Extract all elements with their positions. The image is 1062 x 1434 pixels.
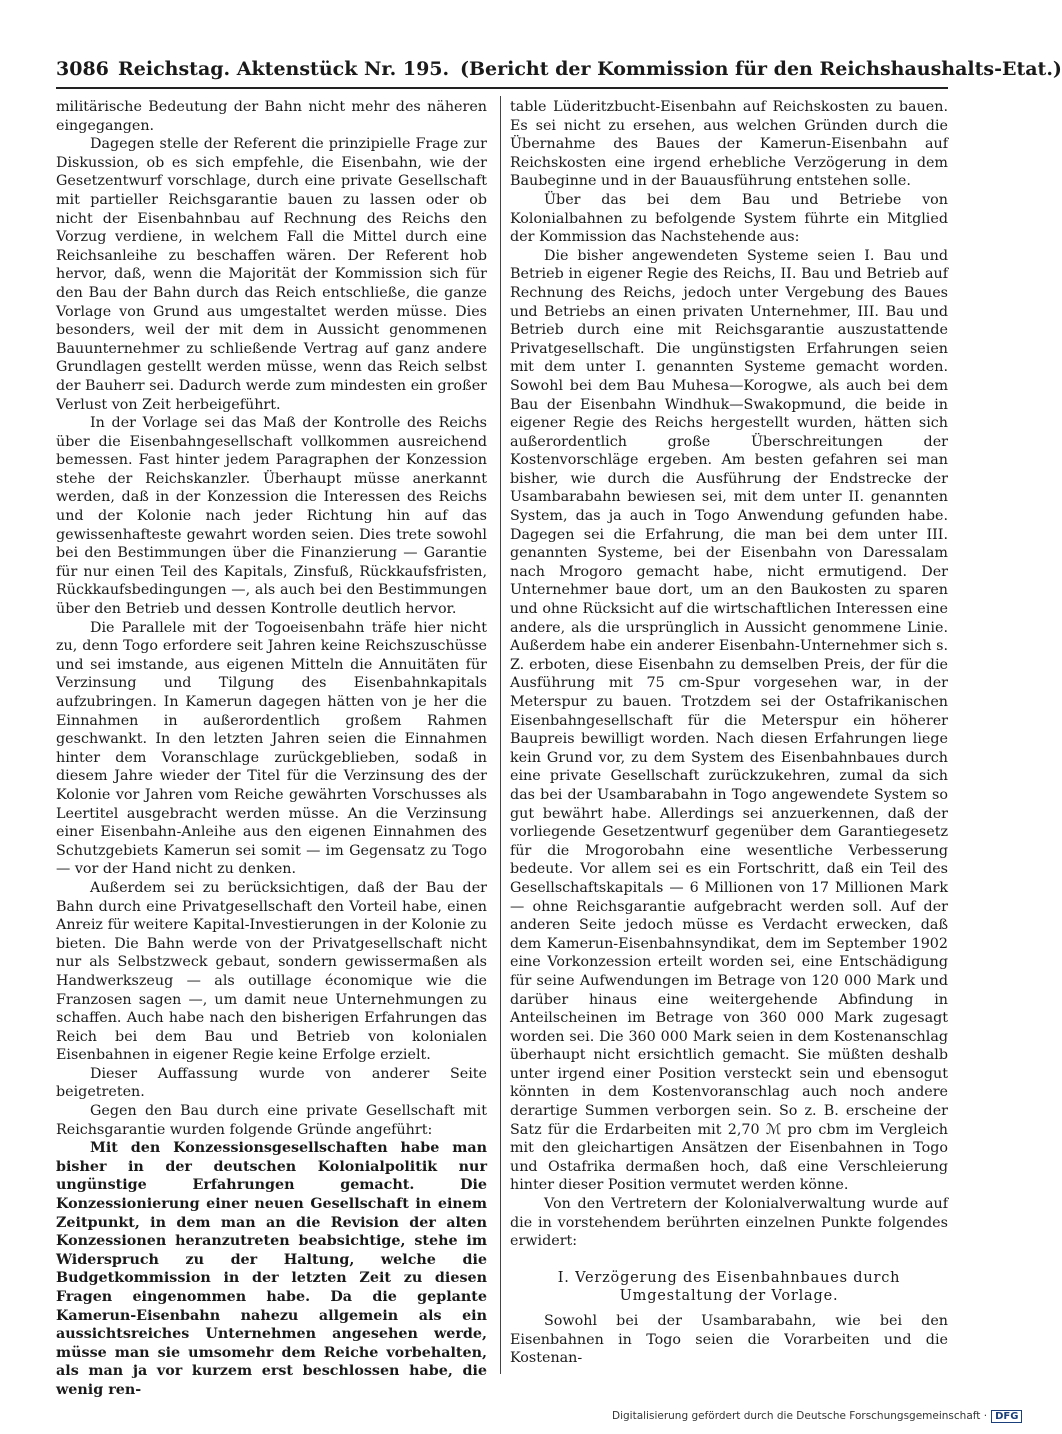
- paragraph: Außerdem sei zu berücksichtigen, daß der Bau der Bahn durch eine Privatgesellschaft den Vorteil habe, einen Anreiz für weitere Kapital-Investierungen in der Kolonie zu bieten. Die Bahn werde von der Privatgesellschaft nicht nur als Selbstzweck gebaut, sondern gewissermaßen als Handwerkszeug — als outillage économique wie die Franzosen sagen —, um damit neue Unternehmungen zu schaffen. Auch habe nach den bisherigen Erfahrungen das Reich bei dem Bau und Betrieb von kolonialen Eisenbahnen in eigener Regie keine Erfolge erzielt.: [56, 879, 487, 1064]
- page-number: 3086: [56, 58, 109, 80]
- digitization-footer: [612, 1410, 1019, 1428]
- paragraph: Über das bei dem Bau und Betriebe von Kolonialbahnen zu befolgende System führte ein Mitglied der Kommission das Nachstehende aus:: [510, 191, 948, 246]
- paragraph: In der Vorlage sei das Maß der Kontrolle des Reichs über die Eisenbahngesellschaft vollkommen ausreichend bemessen. Fast hinter jedem Paragraphen der Konzession stehe der Reichskanzler. Überhaupt müsse anerkannt werden, daß in der Konzession die Interessen des Reichs und der Kolonie nach jeder Richtung hin auf das gewissenhafteste gewahrt worden seien. Dies trete sowohl bei den Bestimmungen über die Finanzierung — Garantie für nur einen Teil des Kapitals, Zinsfuß, Rückkaufsfristen, Rückkaufsbedingungen —, als auch bei den Bestimmungen über den Betrieb und dessen Kontrolle deutlich hervor.: [56, 415, 487, 618]
- paragraph: Dieser Auffassung wurde von anderer Seite beigetreten.: [56, 1065, 487, 1101]
- paragraph: militärische Bedeutung der Bahn nicht mehr des näheren eingegangen.: [56, 99, 487, 134]
- right-column: [510, 98, 948, 1368]
- paragraph: Sowohl bei der Usambarabahn, wie bei den Eisenbahnen in Togo seien die Vorarbeiten und die Kostenan-: [510, 1313, 948, 1367]
- paragraph: Von den Vertretern der Kolonialverwaltung wurde auf die in vorstehendem berührten einzelnen Punkte folgendes erwidert:: [510, 1196, 948, 1250]
- section-heading-line: I. Verzögerung des Eisenbahnbaues durch: [557, 1269, 901, 1286]
- column-divider: [500, 96, 501, 1374]
- paragraph: Mit den Konzessionsgesellschaften habe man bisher in der deutschen Kolonialpolitik nur ungünstige Erfahrungen gemacht. Die Konzessionierung einer neuen Gesellschaft in einem Zeitpunkt, in dem man an die Revision der alten Konzessionen heranzutreten beabsichtige, stehe im Widerspruch zu der Haltung, welche die Budgetkommission in der letzten Zeit zu diesen Fragen eingenommen habe. Da die geplante Kamerun-Eisenbahn nahezu allgemein als ein aussichtsreiches Unternehmen angesehen werde, müsse man sie umsomehr dem Reiche vorbehalten, als man ja vor kurzem erst beschlossen habe, die wenig ren-: [56, 1140, 487, 1398]
- header-subtitle: (Bericht der Kommission für den Reichshaushalts-Etat.): [460, 58, 1062, 80]
- paragraph: Die Parallele mit der Togoeisenbahn träfe hier nicht zu, denn Togo erfordere seit Jahren keine Reichszuschüsse und sei imstande, aus eigenen Mitteln die Annuitäten für Verzinsung und Tilgung des Eisenbahnkapitals aufzubringen. In Kamerun dagegen hätten von je her die Einnahmen in außerordentlich großem Rahmen geschwankt. In den letzten Jahren seien die Einnahmen hinter dem Voranschlage zurückgeblieben, sodaß in diesem Jahre wieder der Titel für die Verzinsung des der Kolonie vor Jahren vom Reiche gewährten Vorschusses als Leertitel ausgebracht werden müsse. An die Verzinsung einer Eisenbahn-Anleihe aus den eigenen Einnahmen des Schutzgebiets Kamerun sei somit — im Gegensatz zu Togo — vor der Hand nicht zu denken.: [56, 619, 487, 878]
- left-column: [56, 98, 487, 1400]
- header-title: Reichstag. Aktenstück Nr. 195.: [118, 58, 450, 80]
- footer-text: Digitalisierung gefördert durch die Deutsche Forschungsgemeinschaft ·: [612, 1410, 988, 1422]
- section-heading-line: Umgestaltung der Vorlage.: [619, 1288, 839, 1305]
- paragraph: Dagegen stelle der Referent die prinzipielle Frage zur Diskussion, ob es sich empfehle, die Eisenbahn, wie der Gesetzentwurf vorschlage, durch eine private Gesellschaft mit partieller Reichsgarantie bauen zu lassen oder ob nicht der Eisenbahnbau auf Rechnung des Reichs den Vorzug verdiene, in welchem Fall die Mittel durch eine Reichsanleihe zu beschaffen wären. Der Referent hob hervor, daß, wenn die Majorität der Kommission sich für den Bau der Bahn durch das Reich entschließe, die ganze Vorlage von Grund aus umgestaltet werden müsse. Dies besonders, weil der mit dem in Aussicht genommenen Bauunternehmer zu schließende Vertrag auf ganz andere Grundlagen gestellt werden müsse, wenn das Reich selbst der Bauherr sei. Dadurch werde zum mindesten ein großer Verlust von Zeit herbeigeführt.: [56, 136, 487, 413]
- page-header: [56, 58, 1062, 88]
- section-heading: [510, 1269, 948, 1306]
- paragraph: Die bisher angewendeten Systeme seien I. Bau und Betrieb in eigener Regie des Reichs, II. Bau und Betrieb auf Rechnung des Reichs, jedoch unter Vergebung des Baues und Betriebs an einen privaten Unternehmer, III. Bau und Betrieb durch eine mit Reichsgarantie auszustattende Privatgesellschaft. Die ungünstigsten Erfahrungen seien mit dem unter I. genannten Systeme gemacht worden. Sowohl bei dem Bau Muhesa—Korogwe, als auch bei dem Bau der Eisenbahn Windhuk—Swakopmund, die beide in eigener Regie des Reichs hergestellt wurden, hätten sich außerordentlich große Überschreitungen der Kostenvorschläge ergeben. Am besten gefahren sei man bisher, wie durch die Ausführung der Endstrecke der Usambarabahn bewiesen sei, mit dem unter II. genannten System, das ja auch in Togo Anwendung gefunden habe. Dagegen sei die Erfahrung, die man bei dem unter III. genannten Systeme, bei der Eisenbahn von Daressalam nach Mrogoro gemacht habe, nicht ermutigend. Der Unternehmer baue dort, um an den Baukosten zu sparen und ohne Rücksicht auf die wirtschaftlichen Interessen eine andere, als die ursprünglich in Aussicht genommene Linie. Außerdem habe ein anderer Eisenbahn-Unternehmer sich s. Z. erboten, diese Eisenbahn zu demselben Preis, der für die Ausführung mit 75 cm-Spur vorgesehen war, in der Meterspur zu bauen. Trotzdem sei der Ostafrikanischen Eisenbahngesellschaft für die Meterspur ein höherer Baupreis bewilligt worden. Nach diesen Erfahrungen liege kein Grund vor, zu dem System des Eisenbahnbaues durch eine private Gesellschaft zurückzukehren, zumal da sich das bei der Usambarabahn in Togo angewendete System so gut bewährt habe. Allerdings sei anzuerkennen, daß der vorliegende Gesetzentwurf gegenüber dem Garantiegesetz für die Mrogorobahn eine wesentliche Verbesserung bedeute. Vor allem sei es ein Fortschritt, daß ein Teil des Gesellschaftskapitals — 6 Millionen von 17 Millionen Mark — ohne Reichsgarantie aufgebracht werden soll. Auf der anderen Seite jedoch müsse es Verdacht erwecken, daß dem Kamerun-Eisenbahnsyndikat, dem im September 1902 eine Vorkonzession erteilt worden sei, eine Entschädigung für seine Aufwendungen im Betrage von 120 000 Mark und darüber hinaus eine weitergehende Abfindung in Anteilscheinen im Betrage von 360 000 Mark zugesagt worden sei. Die 360 000 Mark seien in dem Kostenanschlag überhaupt nicht ersichtlich gemacht. Sie müßten deshalb unter irgend einer Position versteckt sein und ebensogut könnten in dem Kostenvoranschlag auch noch andere derartige Summen verborgen sein. So z. B. erscheine der Satz für die Erdarbeiten mit 2,70 ℳ pro cbm im Vergleich mit den gleichartigen Ansätzen der Eisenbahnen in Togo und Ostafrika dermaßen hoch, daß eine Verschleierung hinter dieser Position vermutet werden könne.: [510, 247, 948, 1194]
- paragraph: Gegen den Bau durch eine private Gesellschaft mit Reichsgarantie wurden folgende Gründe angeführt:: [56, 1103, 487, 1138]
- dfg-logo: DFG: [991, 1410, 1022, 1423]
- header-rule: [56, 87, 948, 89]
- paragraph: table Lüderitzbucht-Eisenbahn auf Reichskosten zu bauen. Es sei nicht zu ersehen, aus welchen Gründen durch die Übernahme des Baues der Kamerun-Eisenbahn auf Reichskosten eine irgend erhebliche Verzögerung in dem Baubeginne und in der Bauausführung entstehen solle.: [510, 99, 948, 190]
